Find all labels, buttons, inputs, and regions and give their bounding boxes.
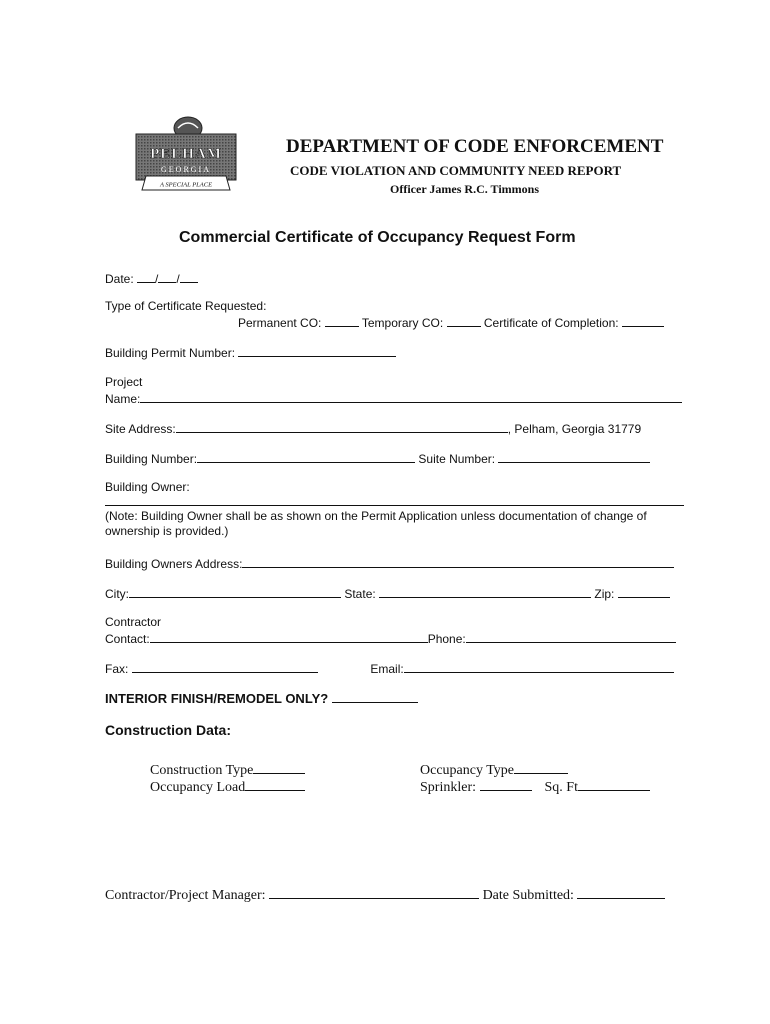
city-state-zip-row [105, 585, 670, 601]
certificate-options [238, 314, 664, 330]
contact-label: Contact: [105, 632, 150, 646]
site-city: , Pelham, Georgia 31779 [507, 422, 642, 436]
permanent-co-blank[interactable] [325, 314, 359, 327]
date-sep: / [155, 272, 159, 286]
temporary-co-blank[interactable] [447, 314, 481, 327]
date-label: Date: [105, 272, 134, 286]
date-year-blank[interactable] [180, 270, 198, 283]
date-submitted-blank[interactable] [577, 885, 665, 899]
pelham-logo [132, 112, 240, 196]
occupancy-type-blank[interactable] [514, 760, 568, 774]
building-number-row [105, 450, 650, 466]
site-address-label: Site Address: [105, 422, 176, 436]
occupancy-load-label: Occupancy Load [150, 780, 246, 795]
date-row [105, 270, 198, 286]
phone-blank[interactable] [466, 630, 676, 643]
fax-email-row [105, 660, 674, 676]
sq-ft-label: Sq. Ft [544, 780, 578, 795]
construction-type-label: Construction Type [150, 763, 254, 778]
occupancy-load-blank[interactable] [245, 777, 305, 791]
owners-address-row [105, 555, 674, 571]
state-blank[interactable] [379, 585, 591, 598]
building-owner-label: Building Owner: [105, 480, 190, 494]
form-title: Commercial Certificate of Occupancy Request Form [179, 229, 576, 246]
building-permit-blank[interactable] [238, 344, 396, 357]
sq-ft-blank[interactable] [578, 777, 650, 791]
interior-label: INTERIOR FINISH/REMODEL ONLY? [105, 691, 329, 706]
zip-blank[interactable] [618, 585, 670, 598]
city-blank[interactable] [129, 585, 341, 598]
manager-label: Contractor/Project Manager: [105, 888, 266, 903]
project-name-row [105, 390, 682, 406]
suite-number-blank[interactable] [498, 450, 650, 463]
sprinkler-row [420, 777, 650, 796]
interior-blank[interactable] [332, 689, 418, 703]
project-label: Project [105, 375, 143, 389]
logo-name: PELHAM [150, 146, 222, 162]
manager-blank[interactable] [269, 885, 479, 899]
date-month-blank[interactable] [137, 270, 155, 283]
footer-row [105, 885, 665, 904]
officer-name: Officer James R.C. Timmons [390, 182, 539, 196]
permanent-co-label: Permanent CO: [238, 316, 322, 330]
building-number-label: Building Number: [105, 452, 198, 466]
site-address-blank[interactable] [176, 420, 508, 433]
building-owner-blank[interactable] [105, 505, 684, 506]
completion-blank[interactable] [622, 314, 664, 327]
construction-type-blank[interactable] [253, 760, 305, 774]
city-label: City: [105, 587, 129, 601]
logo-tagline: A SPECIAL PLACE [159, 181, 213, 189]
temporary-co-label: Temporary CO: [361, 316, 444, 330]
pelham-logo-graphic [132, 112, 240, 196]
fax-label: Fax: [105, 662, 129, 676]
department-title: DEPARTMENT OF CODE ENFORCEMENT [286, 136, 664, 157]
construction-heading: Construction Data: [105, 722, 231, 738]
completion-label: Certificate of Completion: [483, 316, 619, 330]
state-label: State: [344, 587, 376, 601]
logo-sub: GEORGIA [161, 165, 211, 174]
building-number-blank[interactable] [197, 450, 415, 463]
contractor-label: Contractor [105, 615, 162, 629]
owner-note: (Note: Building Owner shall be as shown on the Permit Application unless documentation of change of ownership is provided.) [105, 509, 647, 538]
project-name-label: Name: [105, 392, 141, 406]
email-label: Email: [370, 662, 404, 676]
building-permit-row [105, 344, 396, 360]
occupancy-load-row [150, 777, 305, 796]
fax-blank[interactable] [132, 660, 318, 673]
building-permit-label: Building Permit Number: [105, 346, 236, 360]
zip-label: Zip: [594, 587, 615, 601]
date-sep-2: / [176, 272, 180, 286]
owners-address-blank[interactable] [242, 555, 674, 568]
contact-blank[interactable] [150, 630, 428, 643]
sprinkler-blank[interactable] [480, 777, 532, 791]
date-submitted-label: Date Submitted: [482, 888, 574, 903]
interior-row [105, 689, 418, 706]
report-subtitle: CODE VIOLATION AND COMMUNITY NEED REPORT [290, 163, 622, 178]
email-blank[interactable] [404, 660, 674, 673]
phone-label: Phone: [427, 632, 466, 646]
project-name-blank[interactable] [140, 390, 682, 403]
date-day-blank[interactable] [158, 270, 176, 283]
contractor-contact-row [105, 630, 676, 646]
type-label: Type of Certificate Requested: [105, 299, 267, 313]
sprinkler-label: Sprinkler: [420, 780, 476, 795]
suite-number-label: Suite Number: [418, 452, 496, 466]
owners-address-label: Building Owners Address: [105, 557, 243, 571]
site-address-row [105, 420, 641, 436]
occupancy-type-label: Occupancy Type [420, 763, 515, 778]
